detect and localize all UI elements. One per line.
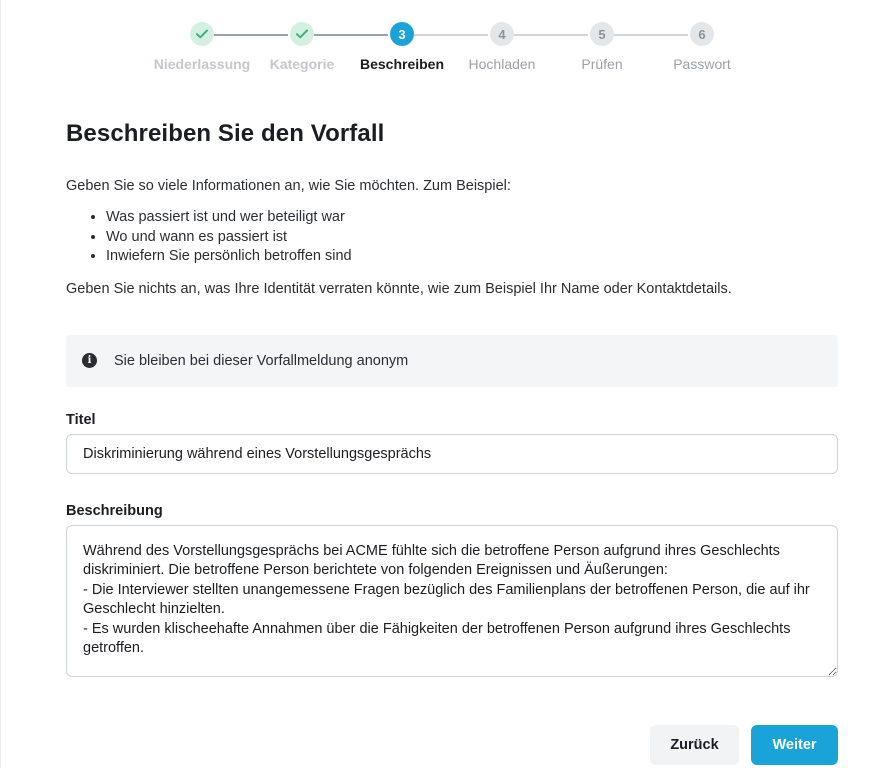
step-hochladen [447, 22, 557, 72]
step-niederlassung[interactable] [147, 22, 257, 72]
list-item: • Inwiefern Sie persönlich betroffen sind [106, 247, 838, 267]
step-label: Beschreiben [359, 56, 445, 72]
next-button[interactable]: Weiter [751, 725, 838, 765]
check-icon [290, 22, 314, 46]
page-title: Beschreiben Sie den Vorfall [66, 120, 385, 147]
step-label: Passwort [673, 56, 731, 72]
step-kategorie[interactable] [247, 22, 357, 72]
anonymity-notice-text: Sie bleiben bei dieser Vorfallmeldung anonym [114, 352, 409, 369]
step-number: 3 [390, 22, 414, 46]
step-passwort [647, 22, 757, 72]
step-beschreiben [347, 22, 457, 72]
identity-warning: Geben Sie nichts an, was Ihre Identität verraten könnte, wie zum Beispiel Ihr Name oder Kontaktdetails. [66, 280, 732, 297]
step-number: 4 [490, 22, 514, 46]
anonymity-notice [66, 335, 838, 387]
step-label: Kategorie [269, 56, 335, 72]
step-number: 5 [590, 22, 614, 46]
list-item: • Was passiert ist und wer beteiligt war [106, 208, 838, 228]
step-label: Hochladen [468, 56, 536, 72]
step-pruefen [547, 22, 657, 72]
step-label: Niederlassung [153, 56, 251, 72]
check-icon [190, 22, 214, 46]
title-label: Titel [66, 411, 96, 428]
main-content [66, 120, 838, 677]
list-item: • Wo und wann es passiert ist [106, 228, 838, 248]
examples-list [66, 208, 838, 267]
info-icon: i [82, 353, 97, 368]
intro-text: Geben Sie so viele Informationen an, wie Sie möchten. Zum Beispiel: [66, 178, 511, 194]
progress-stepper [1, 22, 873, 82]
back-button[interactable]: Zurück [650, 725, 739, 765]
step-label: Prüfen [581, 56, 623, 72]
description-label: Beschreibung [66, 502, 163, 519]
step-number: 6 [690, 22, 714, 46]
description-textarea[interactable] [66, 525, 838, 677]
title-input[interactable] [66, 434, 838, 474]
